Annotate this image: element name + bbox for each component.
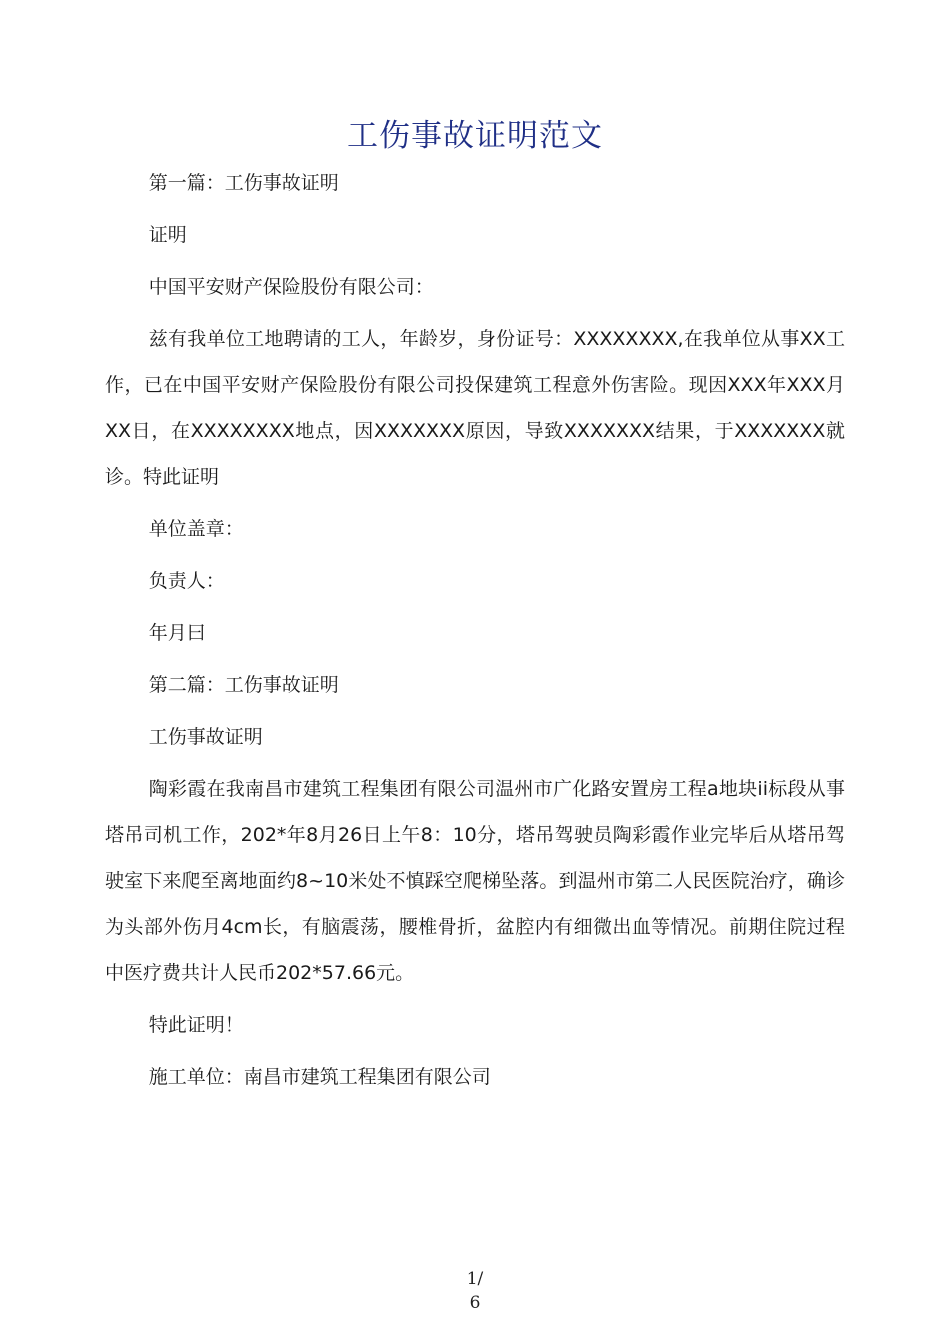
certificate-body-paragraph: 兹有我单位工地聘请的工人，年龄岁，身份证号：XXXXXXXX,在我单位从事XX工作，已在中国平安财产保险股份有限公司投保建筑工程意外伤害险。现因XXX年XXX月XX日，在XXXXXXXX地点，因XXXXXXX原因，导致XXXXXXX结果，于XXXXXXX就诊。特此证明 (105, 328, 845, 488)
closing-statement: 特此证明！ (148, 1014, 244, 1036)
section-heading-first: 第一篇：工伤事故证明 (148, 172, 339, 194)
accident-description-paragraph: 陶彩霞在我南昌市建筑工程集团有限公司温州市广化路安置房工程a地块ii标段从事塔吊司机工作，202*年8月26日上午8：10分，塔吊驾驶员陶彩霞作业完毕后从塔吊驾驶室下来爬至离地面约8~10米处不慎踩空爬梯坠落。到温州市第二人民医院治疗，确诊为头部外伤月4cm长，有脑震荡，腰椎骨折，盆腔内有细微出血等情况。前期住院过程中医疗费共计人民币202*57.66元。 (105, 778, 845, 984)
page-number (0, 1267, 950, 1315)
certificate-heading: 证明 (148, 224, 187, 246)
page-number-current: 1/ (466, 1269, 484, 1289)
section-heading-second: 第二篇：工伤事故证明 (148, 674, 339, 696)
document-title: 工伤事故证明范文 (347, 118, 603, 154)
responsible-person-line: 负责人： (148, 570, 225, 592)
document-body (105, 160, 845, 1106)
addressee: 中国平安财产保险股份有限公司： (148, 276, 434, 298)
page-number-total: 6 (469, 1293, 481, 1313)
seal-line: 单位盖章： (148, 518, 244, 540)
accident-certificate-heading: 工伤事故证明 (148, 726, 263, 748)
date-line: 年月曰 (148, 622, 206, 644)
construction-unit-line: 施工单位：南昌市建筑工程集团有限公司 (148, 1066, 491, 1088)
